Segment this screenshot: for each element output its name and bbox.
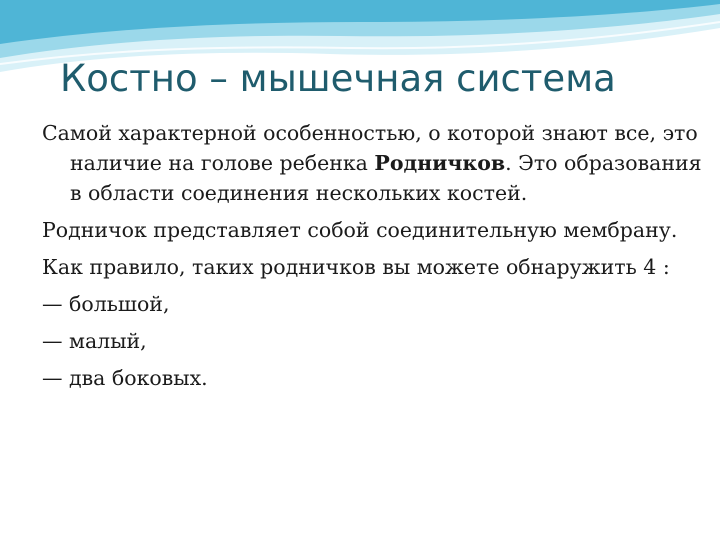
list-item-lateral-text: — два боковых. bbox=[42, 366, 208, 390]
paragraph-1 bbox=[42, 118, 702, 208]
list-item-lateral bbox=[42, 363, 702, 393]
paragraph-3-text: Как правило, таких родничков вы можете обнаружить 4 : bbox=[42, 255, 670, 279]
list-item-large bbox=[42, 289, 702, 319]
paragraph-1-bold: Родничков bbox=[374, 151, 506, 175]
paragraph-1-tail: . Это образования в области соединения нескольких костей. bbox=[70, 151, 702, 205]
paragraph-2 bbox=[42, 215, 702, 245]
list-item-small-text: — малый, bbox=[42, 329, 147, 353]
list-item-small bbox=[42, 326, 702, 356]
paragraph-3 bbox=[42, 252, 702, 282]
paragraph-1-text: Самой характерной особенностью, о которой знают все, это наличие на голове ребенка bbox=[42, 121, 698, 175]
slide-title: Костно – мышечная система bbox=[60, 57, 616, 100]
paragraph-2-text: Родничок представляет собой соединительную мембрану. bbox=[42, 218, 678, 242]
slide-body bbox=[42, 118, 702, 400]
list-item-large-text: — большой, bbox=[42, 292, 170, 316]
